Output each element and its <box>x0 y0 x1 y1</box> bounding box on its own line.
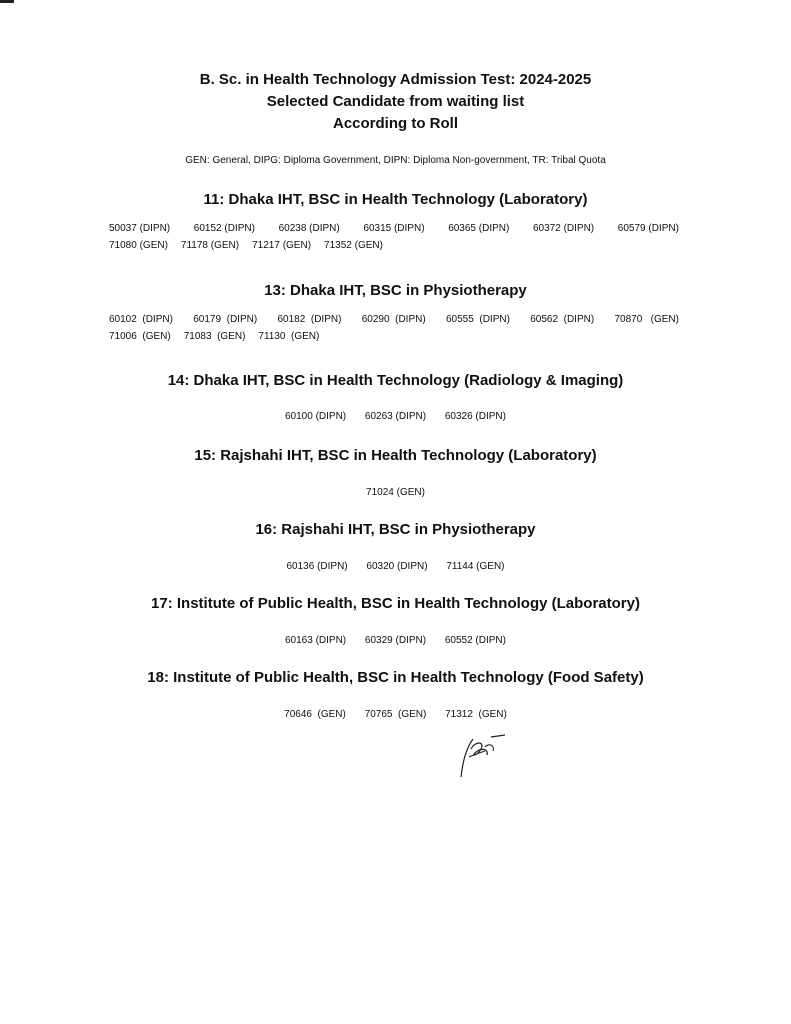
roll-entry: 71130 (GEN) <box>258 331 320 342</box>
section-heading: 14: Dhaka IHT, BSC in Health Technology (Radiology & Imaging) <box>167 372 624 389</box>
section-15-rajshahi-laboratory <box>0 446 791 501</box>
roll-entry: 60326 (DIPN) <box>444 411 506 422</box>
roll-entry: 71006 (GEN) <box>109 331 171 342</box>
roll-list <box>0 558 791 575</box>
roll-entry: 60263 (DIPN) <box>364 411 427 422</box>
document-title <box>0 69 791 135</box>
roll-row <box>109 311 679 328</box>
section-heading: 11: Dhaka IHT, BSC in Health Technology (Laboratory) <box>203 191 588 208</box>
roll-row <box>109 237 679 254</box>
roll-entry: 70765 (GEN) <box>364 709 427 720</box>
roll-entry: 71144 (GEN) <box>446 561 505 572</box>
roll-row <box>109 328 679 345</box>
section-17-iph-laboratory <box>0 594 791 649</box>
scan-corner-mark <box>0 0 14 3</box>
roll-entry: 60365 (DIPN) <box>448 223 510 234</box>
roll-entry: 60238 (DIPN) <box>278 223 340 234</box>
roll-entry: 71312 (GEN) <box>445 709 507 720</box>
roll-entry: 71217 (GEN) <box>252 240 312 251</box>
section-16-rajshahi-physiotherapy <box>0 520 791 575</box>
roll-entry: 71352 (GEN) <box>324 240 383 251</box>
roll-list <box>0 632 791 649</box>
section-11-dhaka-laboratory <box>0 190 791 254</box>
roll-entry: 60552 (DIPN) <box>444 635 506 646</box>
section-heading: 17: Institute of Public Health, BSC in Health Technology (Laboratory) <box>151 595 640 612</box>
quota-legend: GEN: General, DIPG: Diploma Government, DIPN: Diploma Non-government, TR: Tribal Quota <box>185 155 606 166</box>
signature-mark <box>455 727 515 787</box>
roll-entry: 50037 (DIPN) <box>109 223 171 234</box>
roll-entry: 60562 (DIPN) <box>530 314 595 325</box>
roll-entry: 70870 (GEN) <box>614 314 679 325</box>
roll-list <box>0 484 791 501</box>
roll-entry: 70646 (GEN) <box>284 709 346 720</box>
roll-list <box>0 706 791 723</box>
section-heading: 13: Dhaka IHT, BSC in Physiotherapy <box>264 282 527 299</box>
section-heading: 16: Rajshahi IHT, BSC in Physiotherapy <box>255 521 536 538</box>
roll-entry: 71024 (GEN) <box>366 487 425 498</box>
roll-entry: 60102 (DIPN) <box>109 314 173 325</box>
roll-list <box>109 311 679 345</box>
title-line-2: Selected Candidate from waiting list <box>266 93 525 110</box>
roll-entry: 60182 (DIPN) <box>277 314 342 325</box>
roll-entry: 60152 (DIPN) <box>193 223 255 234</box>
section-heading: 18: Institute of Public Health, BSC in Health Technology (Food Safety) <box>147 669 644 686</box>
title-line-3: According to Roll <box>333 115 458 132</box>
roll-entry: 60136 (DIPN) <box>286 561 348 572</box>
roll-entry: 60179 (DIPN) <box>193 314 258 325</box>
roll-entry: 60163 (DIPN) <box>285 635 347 646</box>
roll-list <box>0 408 791 425</box>
roll-entry: 60555 (DIPN) <box>446 314 510 325</box>
roll-row <box>109 220 679 237</box>
roll-entry: 60372 (DIPN) <box>532 223 595 234</box>
section-18-iph-food-safety <box>0 668 791 723</box>
roll-entry: 71178 (GEN) <box>180 240 240 251</box>
roll-entry: 60329 (DIPN) <box>364 635 427 646</box>
roll-entry: 60290 (DIPN) <box>361 314 426 325</box>
roll-entry: 71083 (GEN) <box>183 331 246 342</box>
title-line-1: B. Sc. in Health Technology Admission Test: 2024-2025 <box>199 71 592 88</box>
section-heading: 15: Rajshahi IHT, BSC in Health Technology (Laboratory) <box>194 447 597 464</box>
roll-entry: 60315 (DIPN) <box>363 223 425 234</box>
roll-entry: 60100 (DIPN) <box>285 411 347 422</box>
roll-entry: 60320 (DIPN) <box>366 561 428 572</box>
roll-entry: 71080 (GEN) <box>109 240 168 251</box>
roll-entry: 60579 (DIPN) <box>617 223 679 234</box>
section-14-dhaka-radiology <box>0 371 791 425</box>
section-13-dhaka-physiotherapy <box>0 281 791 345</box>
roll-list <box>109 220 679 254</box>
